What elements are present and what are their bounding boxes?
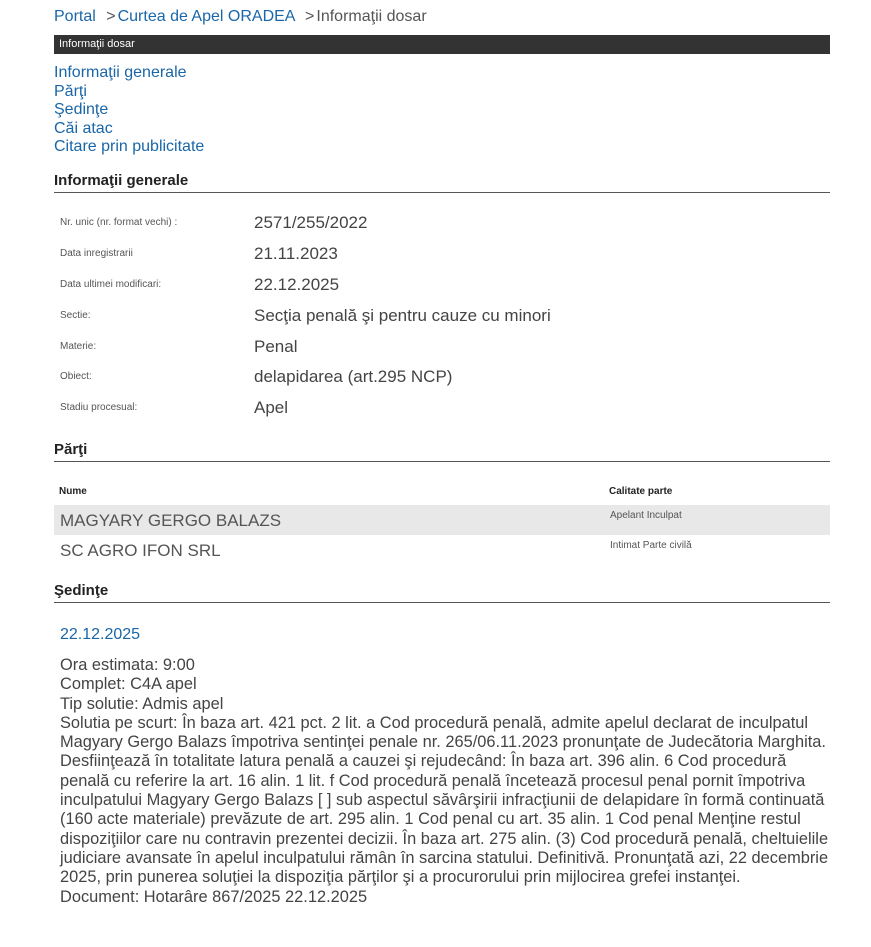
info-label: Materie: [60, 341, 97, 352]
breadcrumb-separator: > [106, 8, 116, 25]
info-value: Secţia penală şi pentru cauze cu minori [254, 306, 551, 325]
party-role: Apelant Inculpat [610, 510, 682, 521]
party-name: MAGYARY GERGO BALAZS [60, 511, 282, 530]
toc-link-citare[interactable]: Citare prin publicitate [54, 138, 205, 155]
section-title-parti: Părţi [54, 441, 830, 462]
breadcrumb [54, 8, 427, 26]
section-title-sedinte: Şedinţe [54, 582, 830, 603]
info-value: 21.11.2023 [254, 244, 338, 263]
info-value: Penal [254, 337, 298, 356]
toc-link-sedinte[interactable]: Şedinţe [54, 101, 109, 118]
info-value: Apel [254, 398, 289, 417]
hearing-document: Document: Hotarâre 867/2025 22.12.2025 [60, 887, 368, 906]
hearing-solution-type: Tip solutie: Admis apel [60, 694, 224, 713]
info-label: Data inregistrarii [60, 248, 133, 259]
column-header-calitate: Calitate parte [609, 486, 673, 497]
info-label: Stadiu procesual: [60, 402, 138, 413]
hearing-panel: Complet: C4A apel [60, 675, 197, 694]
info-label: Sectie: [60, 310, 91, 321]
info-label: Nr. unic (nr. format vechi) : [60, 217, 178, 228]
section-title-general: Informaţii generale [54, 172, 830, 193]
info-label: Obiect: [60, 371, 92, 382]
hearing-solution-summary: Solutia pe scurt: În baza art. 421 pct. 2 lit. a Cod procedură penală, admite apelul declarat de inculpatul Magyary Gergo Balazs împotriva sentinţei penale nr. 265/06.11.2023 pronunţate de Judecătoria Marghita. Desfiinţează în totalitate latura penală a cauzei şi rejudecând: În baza art. 396 alin. 6 Cod procedură penală cu referire la art. 16 alin. 1 lit. f Cod procedură penală încetează procesul penal pornit împotriva inculpatului Magyary Gergo Balazs [ ] sub aspectul săvârşirii infracţiunii de delapidare în formă continuată (160 acte materiale) prevăzute de art. 295 alin. 1 Cod penal cu art. 35 alin. 1 Cod penal Menţine restul dispoziţiilor care nu contravin prezentei decizii. În baza art. 275 alin. (3) Cod procedură penală, cheltuielile judiciare avansate în apelul inculpatului rămân în sarcina statului. Definitivă. Pronunţată azi, 22 decembrie 2025, prin punerea soluţiei la dispoziţia părţilor şi a procurorului prin mijlocirea grefei instanţei. [60, 713, 829, 887]
breadcrumb-portal-link[interactable]: Portal [54, 8, 96, 25]
breadcrumb-court-link[interactable]: Curtea de Apel ORADEA [117, 8, 295, 25]
toc-link-parti[interactable]: Părţi [54, 82, 87, 100]
toc-link-informatii-generale[interactable]: Informaţii generale [54, 64, 187, 81]
hearing-time: Ora estimata: 9:00 [60, 656, 195, 674]
table-of-contents [54, 64, 204, 157]
info-value: 22.12.2025 [254, 275, 340, 294]
breadcrumb-separator: > [305, 8, 315, 25]
hearing-details [60, 656, 830, 907]
party-role: Intimat Parte civilă [610, 540, 692, 551]
toc-link-cai-atac[interactable]: Căi atac [54, 119, 113, 137]
table-row [54, 505, 830, 535]
party-name: SC AGRO IFON SRL [60, 541, 221, 560]
header-bar: Informaţii dosar [54, 35, 830, 54]
hearing-date: 22.12.2025 [60, 626, 141, 643]
info-label: Data ultimei modificari: [60, 279, 162, 290]
column-header-name: Nume [59, 486, 87, 497]
table-row [54, 535, 830, 565]
info-value: 2571/255/2022 [254, 213, 368, 232]
breadcrumb-current: Informaţii dosar [316, 8, 427, 25]
info-value: delapidarea (art.295 NCP) [254, 367, 453, 386]
